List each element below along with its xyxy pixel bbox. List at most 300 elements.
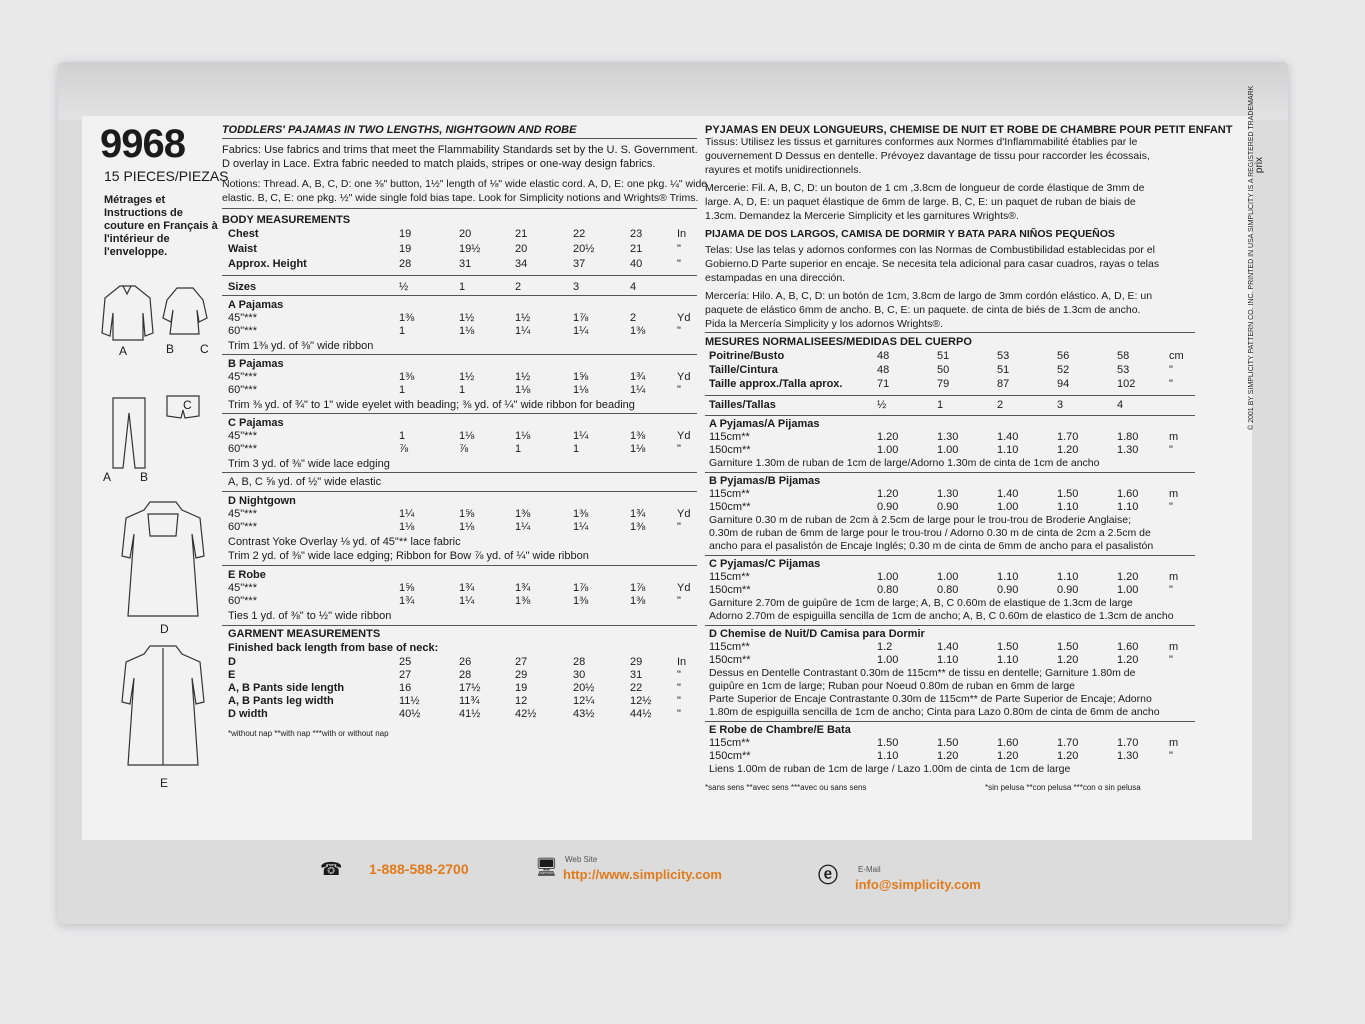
table-cell: 1½ [459,312,475,324]
table-cell: " [677,695,681,707]
table-cell: 1.20 [997,750,1019,762]
table-cell: 0.90 [997,584,1019,596]
row-label: 150cm** [709,584,751,596]
table-cell: 1.20 [1057,750,1079,762]
table-cell: 1.50 [937,737,959,749]
table-cell: 1.60 [1117,488,1139,500]
web-label: Web Site [565,855,598,864]
table-cell: 1.70 [1057,737,1079,749]
section-heading: A Pyjamas/A Pijamas [709,418,820,430]
table-cell: 1.20 [1057,654,1079,666]
nap-footnote-es: *sin pelusa **con pelusa ***con o sin pelusa [985,783,1141,792]
row-label: 115cm** [709,571,750,583]
merceria-line-1: Mercería: Hilo. A, B, C, D: un botón de 1cm, 3.8cm de largo de 3mm cordón elástico. A, D, E: un [705,290,1153,302]
pajama-tops-illustration [95,278,225,478]
table-cell: 30 [573,669,586,681]
table-cell: 1.30 [1117,750,1139,762]
table-cell: 1.10 [997,571,1019,583]
section-heading: E Robe [228,569,266,581]
table-cell: 12¼ [573,695,595,707]
divider [705,625,1195,626]
table-cell: 43½ [573,708,595,720]
table-cell: 26 [459,656,472,668]
garment-heading: GARMENT MEASUREMENTS [228,628,381,640]
row-label: 60"*** [228,521,257,533]
table-cell: 1⅜ [399,371,415,383]
table-cell: 1.10 [1057,501,1079,513]
table-cell: 1.30 [937,488,959,500]
divider [705,472,1195,473]
table-cell: 40½ [399,708,421,720]
table-cell: " [677,669,681,681]
table-cell: 2 [515,281,522,293]
finished-label: Finished back length from base of neck: [228,642,439,654]
table-cell: 28 [399,258,412,270]
divider [222,275,697,276]
row-label: 60"*** [228,325,257,337]
row-label: Approx. Height [228,258,307,270]
table-cell: 21 [630,243,643,255]
row-label: 45"*** [228,508,257,520]
table-cell: 1.20 [937,750,959,762]
table-cell: ½ [399,281,409,293]
liens-note: Liens 1.00m de ruban de 1cm de large / Lazo 1.00m de cinta de 1cm de large [709,763,1071,775]
table-cell: 1 [399,430,406,442]
table-cell: 23 [630,228,643,240]
tissus-line-1: Tissus: Utilisez les tissus et garnitures conformes aux Normes d'Inflammabilité établies par le [705,136,1138,148]
table-cell: 1 [459,384,466,396]
table-cell: 19 [399,243,412,255]
row-label: D [228,656,236,668]
garniture-note: Garniture 0.30 m de ruban de 2cm à 2.5cm de large pour le trou-trou de Broderie Anglaise; [709,514,1131,526]
table-cell: 1.10 [877,750,899,762]
english-column [222,120,708,820]
table-cell: 1⅜ [515,595,531,607]
section-heading: C Pyjamas/C Pijamas [709,558,821,570]
section-heading: C Pajamas [228,417,284,429]
trim-note: Trim 3 yd. of ⅜" wide lace edging [228,458,390,470]
table-cell: 11¾ [459,695,480,707]
english-title: TODDLERS' PAJAMAS IN TWO LENGTHS, NIGHTGOWN AND ROBE [222,124,577,136]
table-cell: 4 [630,281,637,293]
table-cell: 1.00 [877,444,899,456]
table-cell: " [677,384,681,396]
row-label: Taille/Cintura [709,364,778,376]
table-cell: 48 [877,350,890,362]
table-cell: m [1169,431,1179,443]
table-cell: 56 [1057,350,1070,362]
trim-note: Trim 1⅜ yd. of ⅜" wide ribbon [228,340,374,352]
mercerie-line-1: Mercerie: Fil. A, B, C, D: un bouton de 1 cm ,3.8cm de longueur de corde élastique de 3mm de [705,182,1145,194]
table-cell: cm [1169,350,1184,362]
table-cell: 1.70 [1057,431,1079,443]
table-cell: " [677,521,681,533]
table-cell: " [677,325,681,337]
trim-note: Trim ⅜ yd. of ¾" to 1" wide eyelet with beading; ⅜ yd. of ¼" wide ribbon for beading [228,399,635,411]
table-cell: 1.50 [997,641,1019,653]
table-cell: In [677,656,687,668]
table-cell: 31 [630,669,643,681]
row-label: 150cm** [709,654,751,666]
row-label: 60"*** [228,595,257,607]
table-cell: 1.20 [877,488,899,500]
table-cell: 1 [515,443,522,455]
table-cell: 12 [515,695,528,707]
table-cell: 22 [573,228,586,240]
table-cell: 1½ [515,371,531,383]
table-cell: 4 [1117,399,1124,411]
table-cell: 1.00 [997,501,1019,513]
notions-line-1: Notions: Thread. A, B, C, D: one ⅜" button, 1½" length of ⅛" wide elastic cord. A, D, E: one pkg. ¼" wide [222,178,708,190]
table-cell: m [1169,571,1179,583]
computer-icon: 🖥 [535,857,558,877]
table-cell: 1¾ [459,582,475,594]
garniture-note: Garniture 2.70m de guipûre de 1cm de large; A, B, C 0.60m de elastique de 1.3cm de large [709,597,1133,609]
body-measurements-heading: BODY MEASUREMENTS [222,214,351,226]
table-cell: 2 [997,399,1004,411]
table-cell: 1¼ [573,430,589,442]
table-cell: " [1169,584,1173,596]
table-cell: " [677,595,681,607]
nightgown-illustration [118,496,208,626]
view-c-label: C [200,342,209,356]
french-spanish-column [705,120,1233,820]
table-cell: 1.60 [997,737,1019,749]
table-cell: 37 [573,258,586,270]
fabrics-line-1: Fabrics: Use fabrics and trims that meet the Flammability Standards set by the U. S. Government. [222,144,698,156]
table-cell: " [677,258,681,270]
elastic-note: A, B, C ⅝ yd. of ½" wide elastic [228,476,382,488]
phone-icon: ☎ [320,859,343,879]
table-cell: 2 [630,312,637,324]
table-cell: 1½ [515,312,531,324]
table-cell: 29 [515,669,528,681]
row-label: 150cm** [709,750,751,762]
table-cell: 1.20 [877,431,899,443]
email-link[interactable]: info@simplicity.com [855,877,981,892]
row-label: Poitrine/Busto [709,350,785,362]
web-link[interactable]: http://www.simplicity.com [563,867,722,882]
garniture-note: ancho para el pasalistón de Encaje Inglés; 0.30 m de cinta de 6mm de ancho para el pasalistón [709,540,1154,552]
table-cell: 1.00 [937,571,959,583]
divider [222,354,697,355]
row-label: D width [228,708,268,720]
garniture-note: Garniture 1.30m de ruban de 1cm de large/Adorno 1.30m de cinta de 1cm de ancho [709,457,1100,469]
table-cell: 20½ [573,243,595,255]
table-cell: " [1169,378,1173,390]
row-label: 115cm** [709,737,750,749]
table-cell: 29 [630,656,643,668]
phone-number: 1-888-588-2700 [369,861,469,877]
table-cell: " [677,243,681,255]
table-cell: 40 [630,258,643,270]
telas-line-1: Telas: Use las telas y adornos conformes con las Normas de Combustibilidad establecidas por el [705,244,1155,256]
telas-line-3: estampadas en una dirección. [705,272,846,284]
table-cell: 1.80 [1117,431,1139,443]
table-cell: 1.10 [937,654,959,666]
table-cell: 1.20 [1117,654,1139,666]
table-cell: 21 [515,228,528,240]
table-cell: 87 [997,378,1010,390]
table-cell: " [1169,750,1173,762]
row-label: Tailles/Tallas [709,399,776,411]
table-cell: 1⅛ [630,443,646,455]
table-cell: 1⅛ [459,325,475,337]
table-cell: ⅞ [399,443,409,455]
table-cell: 1.60 [1117,641,1139,653]
table-cell: 42½ [515,708,537,720]
nap-footnote-fr: *sans sens **avec sens ***avec ou sans sens [705,783,867,792]
table-cell: 1¼ [630,384,646,396]
divider [222,472,697,473]
table-cell: 25 [399,656,412,668]
table-cell: " [677,682,681,694]
table-cell: 1⅛ [459,430,475,442]
divider [222,413,697,414]
table-cell: 1¾ [630,371,646,383]
table-cell: 1.10 [997,444,1019,456]
mesures-heading: MESURES NORMALISEES/MEDIDAS DEL CUERPO [705,336,972,348]
mercerie-line-3: 1.3cm. Demandez la Mercerie Simplicity et les garnitures Wrights®. [705,210,1019,222]
divider [222,625,697,626]
view-c-shorts-label: C [183,398,192,412]
table-cell: 1.00 [1117,584,1139,596]
table-cell: 1¾ [630,508,646,520]
table-cell: m [1169,641,1179,653]
table-cell: 1⅛ [515,430,531,442]
table-cell: 1.50 [1057,488,1079,500]
table-cell: 1.20 [1057,444,1079,456]
table-cell: 1⅞ [573,312,589,324]
divider [705,395,1195,396]
notions-line-2: elastic. B, C, E: one pkg. ½" wide single fold bias tape. Look for Simplicity notions and Wrights® Trims. [222,192,699,204]
row-label: 60"*** [228,443,257,455]
spanish-title: PIJAMA DE DOS LARGOS, CAMISA DE DORMIR Y BATA PARA NIÑOS PEQUEÑOS [705,228,1115,240]
table-cell: 1⅝ [573,371,589,383]
table-cell: 52 [1057,364,1070,376]
table-cell: 1⅜ [630,521,646,533]
view-d-label: D [160,622,169,636]
table-cell: 1.00 [877,571,899,583]
table-cell: 28 [459,669,472,681]
table-cell: 3 [573,281,580,293]
merceria-line-3: Pida la Mercería Simplicity y los adornos Wrights®. [705,318,944,330]
mercerie-line-2: large. A, D, E: un paquet élastique de 6mm de large. B, C, E: un paquet de ruban de biais de [705,196,1136,208]
table-cell: 1⅜ [573,508,589,520]
table-cell: 51 [937,350,950,362]
table-cell: 1.40 [997,431,1019,443]
fabrics-line-2: D overlay in Lace. Extra fabric needed to match plaids, stripes or one-way design fabrics. [222,158,656,170]
table-cell: 1⅜ [630,595,646,607]
table-cell: 16 [399,682,412,694]
table-cell: 1.10 [1057,571,1079,583]
table-cell: 1¼ [459,595,475,607]
table-cell: 1.70 [1117,737,1139,749]
table-cell: Yd [677,582,691,594]
table-cell: " [677,443,681,455]
divider [705,415,1195,416]
table-cell: 1½ [459,371,475,383]
view-b-pants-label: B [140,470,149,484]
row-label: 45"*** [228,430,257,442]
table-cell: 1 [399,325,406,337]
table-cell: " [1169,444,1173,456]
table-cell: 1.10 [997,654,1019,666]
table-cell: 1 [937,399,944,411]
table-cell: 1⅜ [515,508,531,520]
garniture-note: 1.80m de espiguilla sencilla de 1cm de ancho; Cinta para Lazo 0.80m de cinta de 6mm de ancho [709,706,1160,718]
merceria-line-2: paquete de elástico 6mm de ancho. B, C, E: un paquete. de cinta de biés de 1.3cm de ancho. [705,304,1141,316]
section-heading: B Pajamas [228,358,284,370]
table-cell: 53 [997,350,1010,362]
garniture-note: Dessus en Dentelle Contrastant 0.30m de 115cm** de tissu en dentelle; Garniture 1.80m de [709,667,1136,679]
copyright-vertical: © 2001 BY SIMPLICITY PATTERN CO. INC. PRINTED IN USA SIMPLICITY IS A REGISTERED TRADEMARK [1248,85,1255,430]
table-cell: 1.2 [877,641,893,653]
table-cell: 1¼ [573,521,589,533]
table-cell: 27 [515,656,528,668]
table-cell: 1⅜ [630,430,646,442]
divider [222,491,697,492]
table-cell: 1 [399,384,406,396]
robe-illustration [118,640,208,775]
table-cell: 19½ [459,243,481,255]
table-cell: 1.50 [1057,641,1079,653]
table-cell: 1⅞ [630,582,646,594]
table-cell: 1⅝ [459,508,475,520]
row-label: E [228,669,236,681]
table-cell: 1.40 [937,641,959,653]
section-heading: E Robe de Chambre/E Bata [709,724,851,736]
row-label: A, B Pants leg width [228,695,334,707]
view-a-pants-label: A [103,470,112,484]
table-cell: ⅞ [459,443,469,455]
tissus-line-3: rayures et motifs unidirectionnels. [705,164,862,176]
table-cell: 0.90 [877,501,899,513]
table-cell: 1¾ [399,595,415,607]
table-cell: 1.40 [997,488,1019,500]
ties-note: Ties 1 yd. of ⅜" to ½" wide ribbon [228,610,392,622]
table-cell: 1⅛ [515,384,531,396]
table-cell: 0.90 [1057,584,1079,596]
table-cell: 1⅛ [459,521,475,533]
table-cell: 1¼ [399,508,415,520]
table-cell: 1.30 [937,431,959,443]
table-cell: In [677,228,687,240]
email-icon: ⓔ [818,865,838,887]
section-heading: A Pajamas [228,299,284,311]
table-cell: " [1169,364,1173,376]
row-label: 45"*** [228,312,257,324]
table-cell: " [677,708,681,720]
table-cell: Yd [677,508,691,520]
pieces-count: 15 PIECES/PIEZAS [104,168,229,184]
section-heading: D Chemise de Nuit/D Camisa para Dormir [709,628,925,640]
table-cell: 1.00 [877,654,899,666]
table-cell: 12½ [630,695,652,707]
table-cell: 11½ [399,695,420,707]
table-cell: 20 [515,243,528,255]
divider [705,721,1195,722]
row-label: A, B Pants side length [228,682,345,694]
row-label: Chest [228,228,259,240]
table-cell: Yd [677,371,691,383]
garniture-note: 0.30m de ruban de 6mm de large pour le trou-trou / Adorno 0.30 m de cinta de 2cm a 2.5cm de [709,527,1151,539]
table-cell: 48 [877,364,890,376]
garniture-note: Parte Superior de Encaje Contrastante 0.30m de 115cm** de Parte Superior de Encaje; Adorno [709,693,1152,705]
table-cell: Yd [677,312,691,324]
table-cell: " [1169,654,1173,666]
table-cell: 1¼ [515,325,531,337]
table-cell: 34 [515,258,528,270]
table-cell: " [1169,501,1173,513]
table-cell: 58 [1117,350,1130,362]
trim-note: Trim 2 yd. of ⅜" wide lace edging; Ribbon for Bow ⅞ yd. of ¼" wide ribbon [228,550,589,562]
divider [705,555,1195,556]
table-cell: 1.10 [1117,501,1139,513]
table-cell: 1⅜ [630,325,646,337]
table-cell: 22 [630,682,643,694]
table-cell: 1.20 [1117,571,1139,583]
table-cell: 20 [459,228,472,240]
tissus-line-2: gouvernement D Dessus en dentelle. Prévoyez davantage de tissu pour raccorder les écossais, [705,150,1150,162]
table-cell: 0.80 [877,584,899,596]
row-label: 115cm** [709,431,750,443]
table-cell: 53 [1117,364,1130,376]
table-cell: 79 [937,378,950,390]
row-label: 115cm** [709,488,750,500]
view-e-label: E [160,776,169,790]
table-cell: 19 [399,228,412,240]
table-cell: 1¼ [515,521,531,533]
view-a-label: A [119,344,128,358]
row-label: Sizes [228,281,257,293]
row-label: Waist [228,243,257,255]
garniture-note: Adorno 2.70m de espiguilla sencilla de 1cm de ancho; A, B, C 0.60m de elastico de 1.3cm de ancho [709,610,1174,622]
table-cell: 1 [459,281,466,293]
row-label: Taille approx./Talla aprox. [709,378,843,390]
table-cell: 1.50 [877,737,899,749]
envelope-flap [58,62,1288,120]
table-cell: Yd [677,430,691,442]
table-cell: 50 [937,364,950,376]
table-cell: 0.90 [937,501,959,513]
table-cell: 44½ [630,708,652,720]
garniture-note: guipûre en 1cm de large; Ruban pour Noeud 0.80m de ruban en 6mm de large [709,680,1075,692]
table-cell: 1¾ [515,582,531,594]
nap-footnote: *without nap **with nap ***with or without nap [228,729,389,738]
table-cell: 1⅜ [399,312,415,324]
table-cell: 1⅞ [573,582,589,594]
table-cell: 1⅜ [573,595,589,607]
table-cell: 1 [573,443,580,455]
telas-line-2: Gobierno.D Parte superior en encaje. Se necesita tela adicional para casar cuadros, rayas o telas [705,258,1160,270]
table-cell: 0.80 [937,584,959,596]
table-cell: 1.30 [1117,444,1139,456]
french-title: PYJAMAS EN DEUX LONGUEURS, CHEMISE DE NUIT ET ROBE DE CHAMBRE POUR PETIT ENFANT [705,124,1233,136]
table-cell: 17½ [459,682,481,694]
table-cell: ½ [877,399,887,411]
table-cell: 3 [1057,399,1064,411]
row-label: 150cm** [709,444,751,456]
row-label: 45"*** [228,582,257,594]
table-cell: 28 [573,656,586,668]
table-cell: m [1169,488,1179,500]
price-edge-text: prix [1254,156,1266,174]
email-label: E-Mail [858,865,881,874]
table-cell: 1⅛ [399,521,415,533]
table-cell: 27 [399,669,412,681]
table-cell: 19 [515,682,528,694]
